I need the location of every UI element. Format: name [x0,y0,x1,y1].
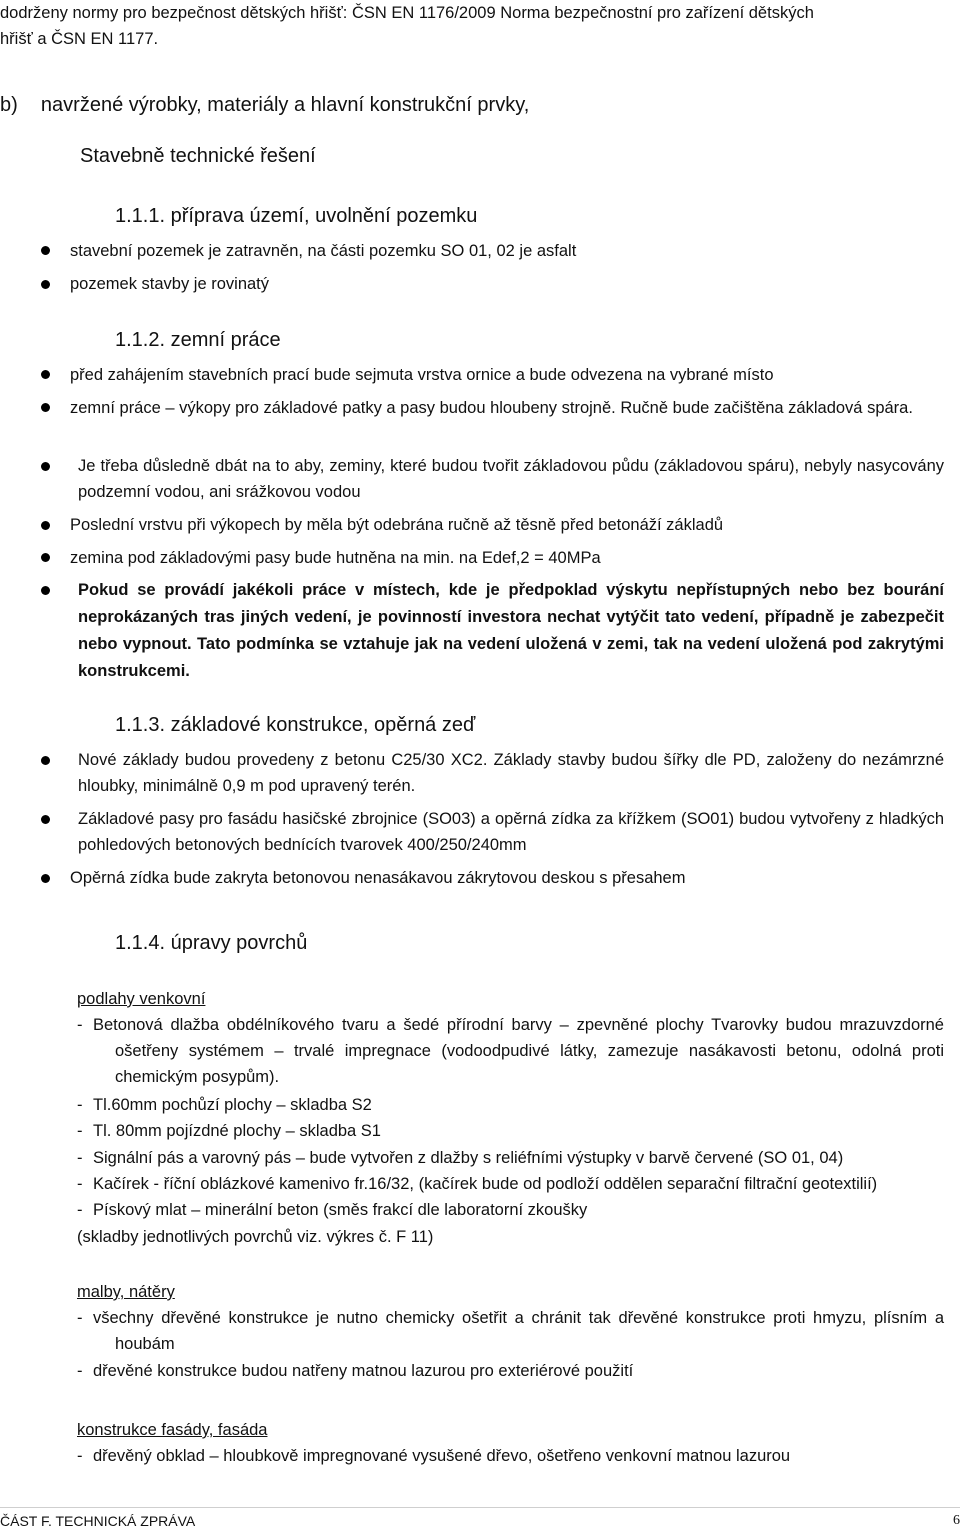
malby-title: malby, nátěry [77,1283,175,1301]
podlahy-note: (skladby jednotlivých povrchů viz. výkres č. F 11) [77,1228,434,1246]
fasady-title: konstrukce fasády, fasáda [77,1421,268,1439]
list-item [77,1171,944,1197]
list-item: zemní práce – výkopy pro základové patky a pasy budou hloubeny strojně. Ručně bude začištěna základová spára. [70,399,913,417]
list-item [77,1305,944,1357]
list-item-text: Pískový mlat – minerální beton (směs frakcí dle laboratorní zkoušky [93,1201,588,1219]
podlahy-title: podlahy venkovní [77,990,206,1008]
list-item: Opěrná zídka bude zakryta betonovou nenasákavou zákrytovou deskou s přesahem [70,869,686,887]
list-item-text: dřevěný obklad – hloubkově impregnované vysušené dřevo, ošetřeno venkovní matnou lazurou [93,1447,791,1465]
list-item-text: Betonová dlažba obdélníkového tvaru a šedé přírodní barvy – zpevněné plochy Tvarovky budou mrazuvzdorné ošetřeny systémem – trvalé impregnace (vodoodpudivé látky, zamezuje nasákavosti betonu, odolná proti chemickým posypům). [93,1016,944,1086]
footer-label: ČÁST F. TECHNICKÁ ZPRÁVA [0,1513,196,1529]
page-number: 6 [953,1513,960,1528]
intro-line-2: hřišť a ČSN EN 1177. [0,30,159,48]
list-item-text: Tl. 80mm pojízdné plochy – skladba S1 [93,1122,381,1140]
intro-paragraph [0,0,944,52]
bullet-icon [41,370,50,379]
list-item-text: dřevěné konstrukce budou natřeny matnou lazurou pro exteriérové použití [93,1362,634,1380]
bullet-icon [41,246,50,255]
section-b-label: b) [0,94,18,116]
dash-marker: - [77,1175,83,1193]
dash-marker: - [77,1309,83,1327]
list-item: stavební pozemek je zatravněn, na části pozemku SO 01, 02 je asfalt [70,242,577,260]
list-item [77,1012,944,1090]
bullet-icon [41,280,50,289]
bullet-icon [41,521,50,530]
section-b-title: navržené výrobky, materiály a hlavní konstrukční prvky, [40,94,530,116]
warning-paragraph: Pokud se provádí jakékoli práce v místech, kde je předpoklad výskytu nepřístupných nebo bez bourání neprokázaných tras jiných vedení, je povinností investora nechat vytýčit tato vedení, případně je zabezpečit nebo vypnout. Tato podmínka se vztahuje jak na vedení uložená v zemi, tak na vedení uložená pod zakrytými konstrukcemi. [78,581,944,680]
list-item [77,1197,944,1223]
list-item-text: Tl.60mm pochůzí plochy – skladba S2 [93,1096,372,1114]
list-item-text: všechny dřevěné konstrukce je nutno chemicky ošetřit a chránit tak dřevěné konstrukce proti hmyzu, plísním a houbám [93,1309,944,1353]
bullet-icon [41,874,50,883]
list-item: Je třeba důsledně dbát na to aby, zeminy, které budou tvořit základovou půdu (základovou spáru), nebyly nasycovány podzemní vodou, ani srážkovou vodou [78,457,944,501]
section-b-heading [0,92,529,118]
heading-1-1-2: 1.1.2. zemní práce [115,329,281,351]
dash-marker: - [77,1149,83,1167]
heading-1-1-3: 1.1.3. základové konstrukce, opěrná zeď [115,714,476,736]
dash-marker: - [77,1447,83,1465]
footer-divider [0,1507,960,1508]
intro-line-1: dodrženy normy pro bezpečnost dětských hřišť: ČSN EN 1176/2009 Norma bezpečnostní pro zařízení dětských [0,4,814,22]
list-item [77,1145,944,1171]
list-item: Poslední vrstvu při výkopech by měla být odebrána ručně až těsně před betonáží základů [70,516,724,534]
dash-marker: - [77,1362,83,1380]
bullet-icon [41,403,50,412]
list-item: před zahájením stavebních prací bude sejmuta vrstva ornice a bude odvezena na vybrané místo [70,366,774,384]
list-item [77,1092,944,1118]
list-item [77,1118,944,1144]
bullet-icon [41,586,50,595]
bullet-icon [41,553,50,562]
dash-marker: - [77,1122,83,1140]
heading-1-1-4: 1.1.4. úpravy povrchů [115,932,308,954]
heading-1-1-1: 1.1.1. příprava území, uvolnění pozemku [115,205,478,227]
dash-marker: - [77,1201,83,1219]
list-item: Základové pasy pro fasádu hasičské zbrojnice (SO03) a opěrná zídka za křížkem (SO01) budou vytvořeny z hladkých pohledových betonových bednících tvarovek 400/250/240mm [78,810,944,854]
bullet-icon [41,462,50,471]
list-item-text: Kačírek - říční oblázkové kamenivo fr.16/32, (kačírek bude od podloží oddělen separační filtrační geotextilií) [93,1175,878,1193]
list-item [77,1358,944,1384]
list-item-text: Signální pás a varovný pás – bude vytvořen z dlažby s reliéfními výstupky v barvě červené (SO 01, 04) [93,1149,844,1167]
dash-marker: - [77,1096,83,1114]
bullet-icon [41,815,50,824]
list-item: Nové základy budou provedeny z betonu C25/30 XC2. Základy stavby budou šířky dle PD, založeny do nezámrzné hloubky, minimálně 0,9 m pod upravený terén. [78,751,944,795]
list-item: pozemek stavby je rovinatý [70,275,270,293]
bullet-icon [41,756,50,765]
section-subtitle: Stavebně technické řešení [80,145,316,167]
list-item: zemina pod základovými pasy bude hutněna na min. na Edef,2 = 40MPa [70,549,601,567]
list-item [77,1443,944,1469]
dash-marker: - [77,1016,83,1034]
